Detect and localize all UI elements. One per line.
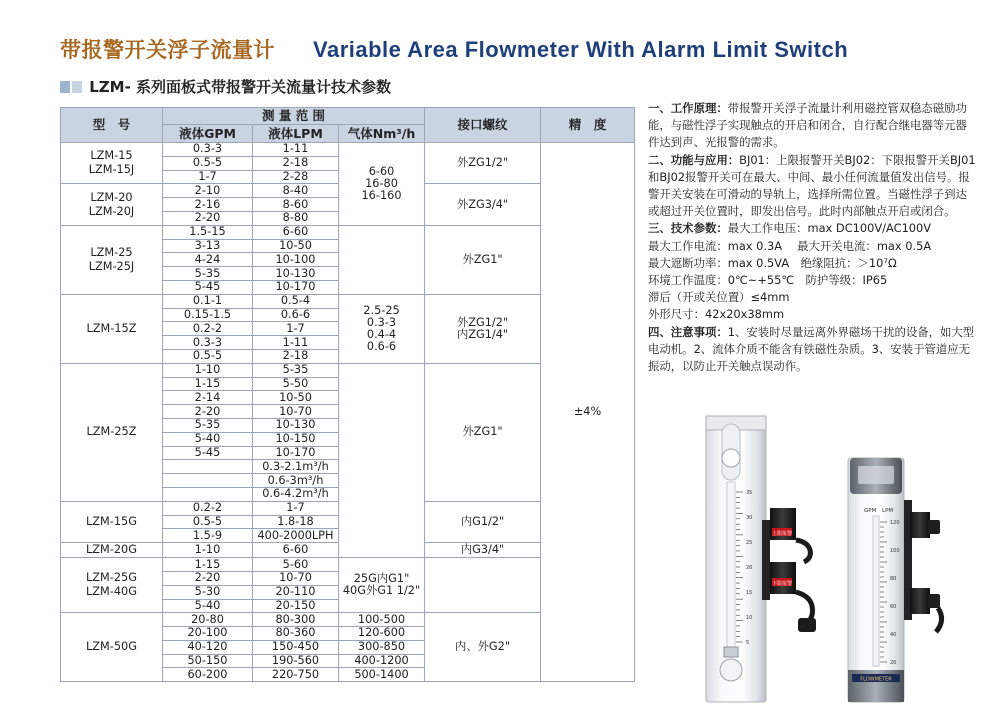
description-text: 1、安装时尽量远离外界磁场干扰的设备，如大型电动机。2、流体介质不能含有铁磁性杂质。3、安装于管道应无振动，以防止开关触点误动作。	[648, 324, 975, 374]
model-cell: LZM-20G	[61, 543, 163, 558]
model-cell: LZM-25Z	[61, 363, 163, 501]
square-bullet-icon	[60, 81, 70, 93]
scale-label: 10	[746, 615, 753, 621]
spec-table-body	[61, 143, 635, 682]
lpm-cell: 0.5-4	[253, 294, 339, 308]
description-heading: 二、功能与应用：	[648, 152, 740, 167]
gpm-cell: 5-40	[163, 432, 253, 446]
gas-cell: 120-600	[339, 627, 425, 641]
page-title	[60, 34, 848, 64]
thread-cell: 外ZG1"	[425, 225, 541, 294]
lpm-cell: 10-130	[253, 418, 339, 432]
lpm-cell: 0.6-4.2m³/h	[253, 487, 339, 501]
scale-label: 80	[890, 576, 897, 582]
gpm-cell: 2-10	[163, 184, 253, 198]
scale-label: 30	[746, 515, 753, 521]
description-text: BJ01：上限报警开关BJ02：下限报警开关BJ01和BJ02报警开关可在最大、中间、最小任何流量值发出信号。报警开关安装在可滑动的导轨上，选择所需位置。当磁性浮子到达或超过开关位置时，即发出信号。此时内部触点开启或闭合。	[648, 152, 976, 219]
gpm-cell: 0.2-2	[163, 501, 253, 515]
scale-label: 100	[890, 548, 900, 554]
gpm-cell	[163, 487, 253, 501]
gpm-cell: 5-35	[163, 267, 253, 281]
description-paragraph	[648, 152, 978, 221]
description-text: 带报警开关浮子流量计利用磁控管双稳态磁励功能，与磁性浮子实现触点的开启和闭合，自行配合继电器等元器件达到声、光报警的需求。	[648, 101, 967, 150]
gpm-cell: 2-16	[163, 198, 253, 212]
description-paragraph	[648, 238, 978, 255]
lpm-cell: 5-35	[253, 363, 339, 377]
gpm-cell: 4-24	[163, 253, 253, 267]
gpm-cell	[163, 474, 253, 488]
model-cell: LZM-25G LZM-40G	[61, 558, 163, 613]
accuracy-cell: ±4%	[541, 143, 635, 682]
gpm-cell: 3-13	[163, 239, 253, 253]
gas-cell: 2.5-25 0.3-3 0.4-4 0.6-6	[339, 294, 425, 363]
thread-cell: 25G内G1" 40G外G1 1/2"	[339, 558, 425, 613]
thread-cell: 外ZG1/2" 内ZG1/4"	[425, 294, 541, 363]
lpm-cell: 400-2000LPH	[253, 529, 339, 543]
lpm-cell: 20-150	[253, 599, 339, 613]
gas-cell: 6-60 16-80 16-160	[339, 143, 425, 226]
right-flowmeter	[848, 458, 942, 702]
scale-label: 35	[746, 490, 753, 496]
lpm-cell: 10-150	[253, 432, 339, 446]
description-heading: 四、注意事项：	[648, 324, 728, 339]
scale-label: 20	[890, 660, 897, 666]
title-english: Variable Area Flowmeter With Alarm Limit Switch	[313, 37, 849, 62]
gas-cell: 400-1200	[339, 654, 425, 668]
lpm-cell: 1-11	[253, 143, 339, 157]
scale-label: 15	[746, 590, 753, 596]
lpm-cell: 1.8-18	[253, 515, 339, 529]
lpm-cell: 20-110	[253, 585, 339, 599]
gas-cell	[339, 225, 425, 294]
lpm-cell: 5-60	[253, 558, 339, 572]
description-panel	[648, 100, 978, 375]
gas-cell	[339, 363, 425, 557]
lpm-cell: 1-7	[253, 322, 339, 336]
gas-cell: 100-500	[339, 613, 425, 627]
header-range: 测 量 范 围	[163, 108, 425, 125]
thread-cell: 内、外G2"	[425, 613, 541, 682]
lpm-cell: 10-50	[253, 391, 339, 405]
gpm-cell: 5-35	[163, 418, 253, 432]
gpm-cell: 0.5-5	[163, 349, 253, 363]
title-chinese: 带报警开关浮子流量计	[60, 38, 275, 62]
subtitle-text: LZM- 系列面板式带报警开关流量计技术参数	[89, 78, 392, 96]
gpm-cell: 0.5-5	[163, 156, 253, 170]
description-heading: 一、工作原理：	[648, 101, 728, 115]
model-cell: LZM-50G	[61, 613, 163, 682]
lpm-cell: 80-360	[253, 627, 339, 641]
thread-cell: 内G1/2"	[425, 501, 541, 542]
header-gas: 气体Nm³/h	[339, 125, 425, 143]
lpm-cell: 10-130	[253, 267, 339, 281]
gpm-cell: 0.1-1	[163, 294, 253, 308]
gpm-cell	[163, 460, 253, 474]
thread-cell: 内G3/4"	[425, 543, 541, 558]
gpm-cell: 1-10	[163, 363, 253, 377]
description-paragraph	[648, 255, 978, 272]
model-cell: LZM-15 LZM-15J	[61, 143, 163, 184]
gpm-cell: 2-20	[163, 571, 253, 585]
gpm-cell: 60-200	[163, 668, 253, 682]
model-cell: LZM-15G	[61, 501, 163, 542]
gas-cell: 300-850	[339, 640, 425, 654]
lpm-cell: 8-40	[253, 184, 339, 198]
lpm-cell: 2-18	[253, 156, 339, 170]
description-paragraph	[648, 220, 978, 237]
gpm-cell: 2-14	[163, 391, 253, 405]
lpm-cell: 190-560	[253, 654, 339, 668]
lpm-cell: 10-70	[253, 405, 339, 419]
lpm-cell: 10-70	[253, 571, 339, 585]
switch-label-upper: 上限报警	[771, 531, 793, 537]
lpm-cell: 0.6-3m³/h	[253, 474, 339, 488]
lpm-cell: 6-60	[253, 225, 339, 239]
flowmeter-photo	[700, 412, 1000, 704]
description-text: 外形尺寸：42x20x38mm	[648, 307, 785, 322]
description-paragraph	[648, 272, 978, 289]
lpm-cell: 5-50	[253, 377, 339, 391]
lpm-cell: 150-450	[253, 640, 339, 654]
scale-label: 60	[890, 604, 897, 610]
scale-label: 25	[746, 540, 753, 546]
lpm-cell: 220-750	[253, 668, 339, 682]
lpm-cell: 6-60	[253, 543, 339, 558]
gpm-cell: 1-7	[163, 170, 253, 184]
description-paragraph	[648, 100, 978, 152]
description-text: 最大工作电流：max 0.3A 最大开关电流：max 0.5A	[648, 238, 932, 253]
gpm-label: GPM	[864, 508, 877, 514]
gpm-cell: 5-30	[163, 585, 253, 599]
gpm-cell: 2-20	[163, 211, 253, 225]
model-cell: LZM-20 LZM-20J	[61, 184, 163, 225]
lpm-cell: 10-50	[253, 239, 339, 253]
lpm-cell: 10-170	[253, 446, 339, 460]
scale-label: 40	[890, 632, 897, 638]
description-paragraph	[648, 324, 978, 376]
spec-table	[60, 107, 635, 682]
header-model: 型 号	[61, 108, 163, 143]
header-liquid-gpm: 液体GPM	[163, 125, 253, 143]
lpm-label: LPM	[882, 508, 894, 514]
gas-cell: 500-1400	[339, 668, 425, 682]
gpm-cell: 0.2-2	[163, 322, 253, 336]
description-text: 最大遮断功率：max 0.5VA 绝缘阻抗：＞10⁷Ω	[648, 255, 897, 270]
gpm-cell: 0.5-5	[163, 515, 253, 529]
gpm-cell: 20-100	[163, 627, 253, 641]
description-paragraph	[648, 306, 978, 323]
header-liquid-lpm: 液体LPM	[253, 125, 339, 143]
left-flowmeter	[706, 416, 816, 702]
gpm-cell: 1-15	[163, 558, 253, 572]
scale-label: 5	[746, 640, 750, 646]
lpm-cell: 2-18	[253, 349, 339, 363]
description-text: 滞后（开或关位置）≤4mm	[648, 290, 790, 305]
gpm-cell: 0.15-1.5	[163, 308, 253, 322]
square-bullet-icon	[72, 81, 82, 93]
gpm-cell: 1-10	[163, 543, 253, 558]
lpm-cell: 8-80	[253, 211, 339, 225]
gpm-cell: 5-40	[163, 599, 253, 613]
lpm-cell: 80-300	[253, 613, 339, 627]
scale-label: 20	[746, 565, 753, 571]
gpm-cell: 5-45	[163, 446, 253, 460]
lpm-cell: 10-100	[253, 253, 339, 267]
brand-label: FLOWMETER	[860, 676, 892, 683]
lpm-cell: 2-28	[253, 170, 339, 184]
lpm-cell: 1-7	[253, 501, 339, 515]
lpm-cell: 1-11	[253, 336, 339, 350]
header-accuracy: 精 度	[541, 108, 635, 143]
lpm-cell: 8-60	[253, 198, 339, 212]
section-subtitle	[60, 76, 391, 97]
gpm-cell: 50-150	[163, 654, 253, 668]
gpm-cell: 1.5-15	[163, 225, 253, 239]
switch-label-lower: 下限报警	[771, 581, 793, 587]
lpm-cell: 10-170	[253, 280, 339, 294]
gpm-cell: 1.5-9	[163, 529, 253, 543]
description-heading: 三、技术参数：	[648, 221, 728, 236]
thread-cell: 外ZG3/4"	[425, 184, 541, 225]
model-cell: LZM-15Z	[61, 294, 163, 363]
header-thread: 接口螺纹	[425, 108, 541, 143]
table-row	[61, 143, 635, 157]
thread-cell: 外ZG1"	[425, 363, 541, 501]
gpm-cell: 1-15	[163, 377, 253, 391]
gpm-cell: 0.3-3	[163, 143, 253, 157]
gpm-cell: 2-20	[163, 405, 253, 419]
gpm-cell: 40-120	[163, 640, 253, 654]
lpm-cell: 0.6-6	[253, 308, 339, 322]
description-paragraph	[648, 289, 978, 306]
thread-cell: 外ZG1/2"	[425, 143, 541, 184]
description-text: 最大工作电压：max DC100V/AC100V	[727, 221, 932, 236]
gpm-cell: 20-80	[163, 613, 253, 627]
lpm-cell: 0.3-2.1m³/h	[253, 460, 339, 474]
scale-label: 120	[890, 520, 900, 526]
gpm-cell: 0.3-3	[163, 336, 253, 350]
gpm-cell: 5-45	[163, 280, 253, 294]
description-text: 环境工作温度：0℃~+55℃ 防护等级：IP65	[648, 273, 888, 288]
model-cell: LZM-25 LZM-25J	[61, 225, 163, 294]
